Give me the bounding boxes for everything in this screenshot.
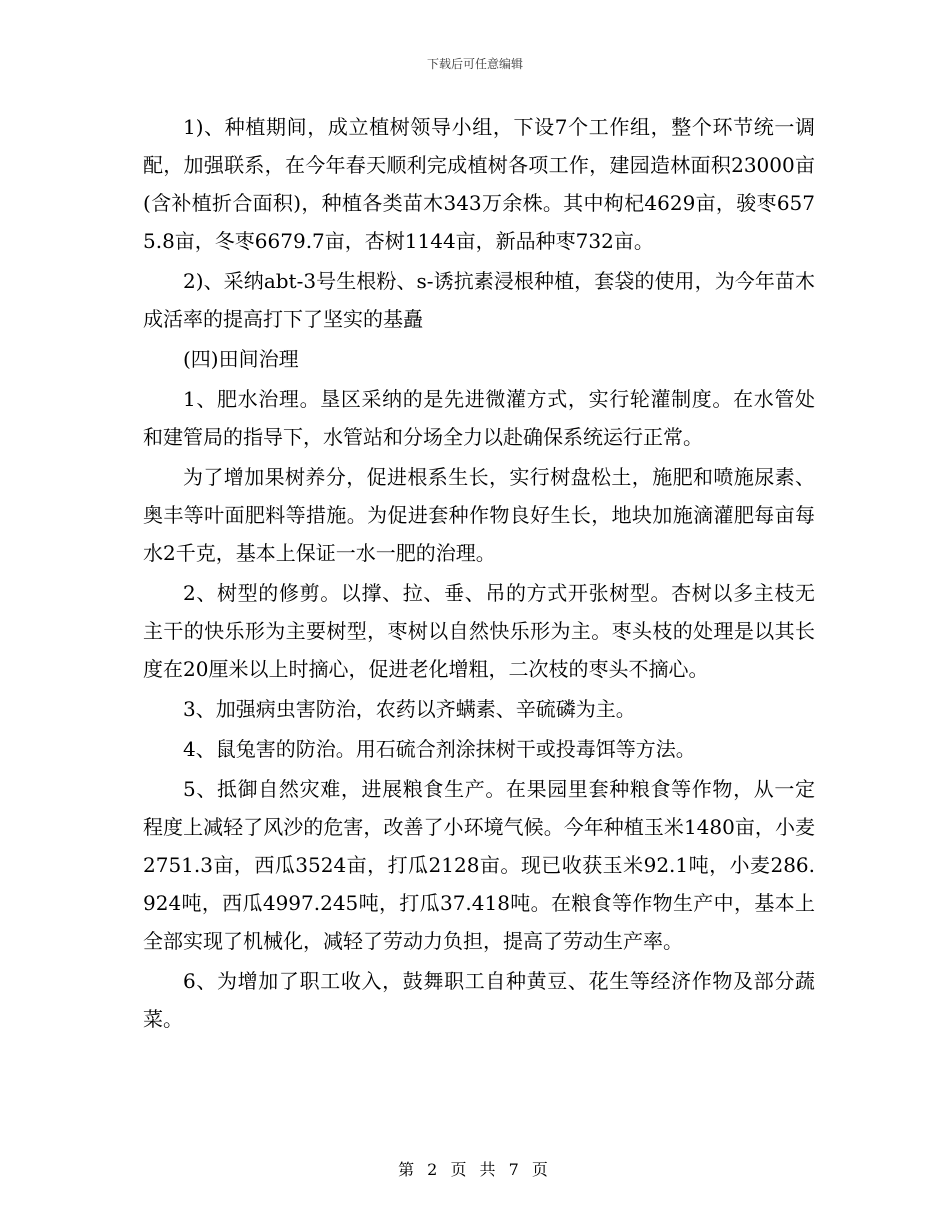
paragraph-nutrients: 为了增加果树养分，促进根系生长，实行树盘松土，施肥和喷施尿素、奥丰等叶面肥料等措施。为促进套种作物良好生长，地块加施滴灌肥每亩每水2千克，基本上保证一水一肥的治理。 [143,465,815,565]
paragraph-income: 6、为增加了职工收入，鼓舞职工自种黄豆、花生等经济作物及部分蔬菜。 [143,969,815,1031]
paragraph-rooting-powder: 2)、采纳abt-3号生根粉、s-诱抗素浸根种植，套袋的使用，为今年苗木成活率的提高打下了坚实的基矗 [143,269,815,331]
page-footer: 第 2 页 共 7 页 [398,1160,552,1179]
body-text [143,108,815,1040]
paragraph-pest-control: 3、加强病虫害防治，农药以齐螨素、辛硫磷为主。 [183,697,636,721]
page-header: 下载后可任意编辑 [426,57,523,71]
paragraph-rodent-control: 4、鼠兔害的防治。用石硫合剂涂抹树干或投毒饵等方法。 [183,737,696,761]
section-heading-field-management: (四)田间治理 [183,347,299,371]
paragraph-planting: 1)、种植期间，成立植树领导小组，下设7个工作组，整个环节统一调配，加强联系，在今年春天顺利完成植树各项工作，建园造林面积23000亩(含补植折合面积)，种植各类苗木343万余株。其中枸杞4629亩，骏枣6575.8亩，冬枣6679.7亩，杏树1144亩，新品种枣732亩。 [143,115,815,253]
paragraph-grain-production: 5、抵御自然灾难，进展粮食生产。在果园里套种粮食等作物，从一定程度上减轻了风沙的危害，改善了小环境气候。今年种植玉米1480亩，小麦2751.3亩，西瓜3524亩，打瓜2128亩。现已收获玉米92.1吨，小麦286.924吨，西瓜4997.245吨，打瓜37.418吨。在粮食等作物生产中，基本上全部实现了机械化，减轻了劳动力负担，提高了劳动生产率。 [143,777,815,953]
paragraph-fertilizer-water: 1、肥水治理。垦区采纳的是先进微灌方式，实行轮灌制度。在水管处和建管局的指导下，水管站和分场全力以赴确保系统运行正常。 [143,387,815,449]
paragraph-pruning: 2、树型的修剪。以撑、拉、垂、吊的方式开张树型。杏树以多主枝无主干的快乐形为主要树型，枣树以自然快乐形为主。枣头枝的处理是以其长度在20厘米以上时摘心，促进老化增粗，二次枝的枣头不摘心。 [143,581,815,681]
